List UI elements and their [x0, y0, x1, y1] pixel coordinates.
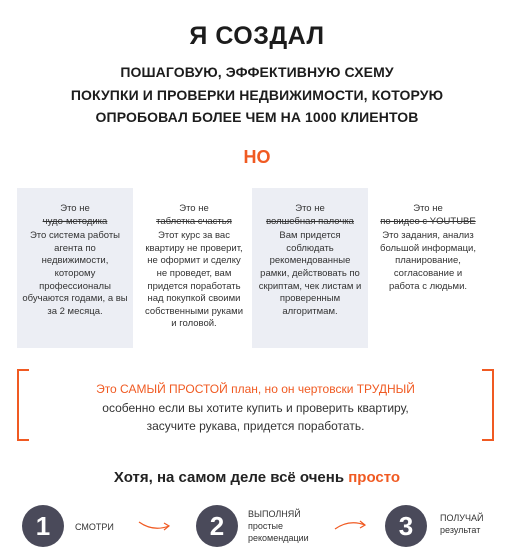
highlight-frame: [17, 369, 494, 441]
card-line: алгоритмам.: [282, 305, 338, 317]
cards-row: [17, 188, 499, 348]
step-3-circle: 3: [385, 505, 427, 547]
card-body: [136, 230, 252, 331]
curved-arrow-icon: [333, 517, 369, 533]
card-line: квартиру не проверит,: [145, 242, 243, 254]
card-pre: Это не: [179, 203, 209, 214]
card-strike: чудо-методика: [42, 215, 108, 227]
highlight-line-1: Это САМЫЙ ПРОСТОЙ план, но он чертовски ТРУДНЫЙ: [96, 382, 415, 396]
card-wand: [252, 188, 368, 348]
step-line: СМОТРИ: [75, 522, 114, 532]
card-line: планирование,: [395, 255, 461, 267]
card-line: над покупкой своими: [147, 293, 241, 305]
step-1-circle: 1: [22, 505, 64, 547]
card-line: рекомендованные: [269, 255, 351, 267]
card-line: проверенным: [279, 293, 341, 305]
subtitle-line-3: ОПРОБОВАЛ БОЛЕЕ ЧЕМ НА 1000 КЛИЕНТОВ: [95, 109, 419, 125]
page-title: Я СОЗДАЛ: [189, 22, 325, 50]
card-pre: Это не: [295, 203, 325, 214]
card-line: не оформит и сделку: [147, 255, 241, 267]
card-body: [252, 230, 368, 318]
card-line: которому профессионалы: [39, 267, 111, 292]
card-line: соблюдать: [286, 242, 334, 254]
card-body: [17, 230, 133, 318]
card-line: придется поработать: [147, 280, 241, 292]
step-line: простые: [248, 521, 283, 531]
step-2-circle: 2: [196, 505, 238, 547]
highlight-line-3: засучите рукава, придется поработать.: [146, 419, 365, 433]
card-line: не проведет, вам: [156, 267, 232, 279]
simple-heading-text: Хотя, на самом деле всё очень: [113, 469, 349, 486]
card-line: скриптам, чек листам и: [258, 280, 362, 292]
step-3-text: [440, 512, 483, 536]
curved-arrow-icon: [137, 518, 173, 534]
step-line: ВЫПОЛНЯЙ: [248, 509, 301, 519]
subtitle-line-2: ПОКУПКИ И ПРОВЕРКИ НЕДВИЖИМОСТИ, КОТОРУЮ: [70, 87, 444, 103]
card-line: собственными руками: [144, 305, 243, 317]
card-line: работа с людьми.: [388, 280, 468, 292]
card-line: Этот курс за вас: [158, 230, 230, 242]
card-line: Вам придется: [279, 230, 341, 242]
card-pill: [136, 188, 252, 348]
simple-heading-accent: просто: [348, 469, 401, 486]
card-line: рамки, действовать по: [260, 267, 360, 279]
card-line: обучаются годами, а вы: [22, 293, 128, 305]
but-heading: НО: [243, 147, 271, 167]
highlight-line-2: особенно если вы хотите купить и проверить квартиру,: [102, 401, 409, 415]
step-line: ПОЛУЧАЙ: [440, 513, 484, 523]
card-strike: волшебная палочка: [266, 215, 354, 227]
step-line: рекомендации: [248, 533, 309, 543]
card-line: большой информаци,: [380, 242, 476, 254]
card-pre: Это не: [413, 203, 443, 214]
card-youtube: [370, 188, 486, 348]
card-line: Это задания, анализ: [382, 230, 474, 242]
step-2-text: [248, 508, 309, 544]
step-line: результат: [440, 525, 481, 535]
card-line: и головой.: [171, 318, 217, 330]
subtitle-line-1: ПОШАГОВУЮ, ЭФФЕКТИВНУЮ СХЕМУ: [120, 64, 394, 80]
card-line: агента по недвижимости,: [41, 242, 109, 267]
card-line: Это система работы: [29, 230, 121, 242]
card-strike: по видео с YOUTUBE: [380, 215, 476, 227]
card-body: [370, 230, 486, 293]
card-line: согласование и: [393, 267, 463, 279]
simple-heading: [0, 469, 514, 486]
card-strike: таблетка счастья: [156, 215, 232, 227]
step-1-text: [75, 521, 114, 533]
card-pre: Это не: [60, 203, 90, 214]
card-line: за 2 месяца.: [47, 305, 103, 317]
card-method: [17, 188, 133, 348]
